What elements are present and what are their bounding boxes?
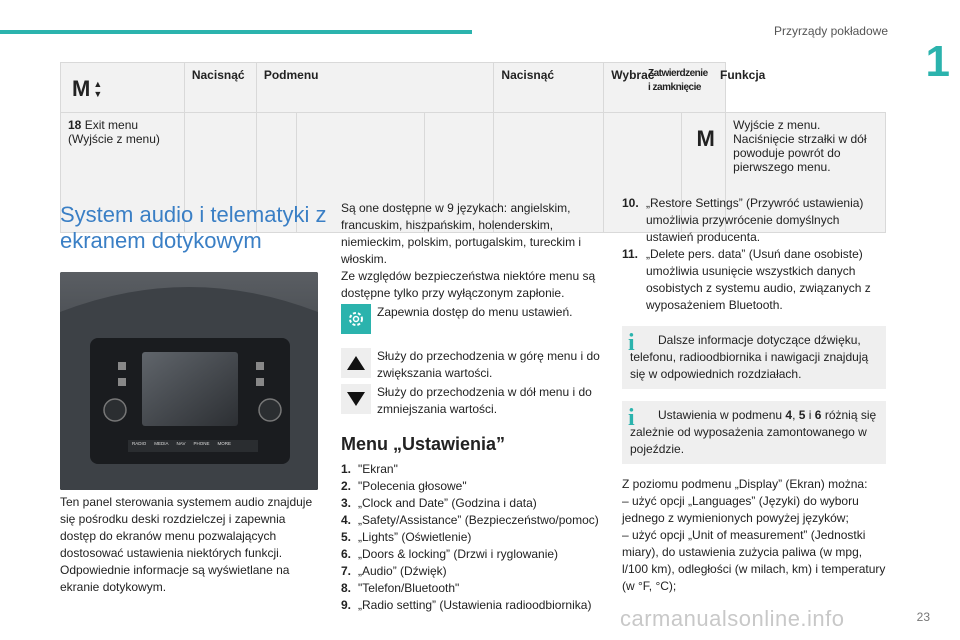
list-item [341, 546, 606, 563]
info2-post: różnią się zależnie od wyposażenia zamontowanego w pojeździe. [630, 408, 877, 456]
header-select: Wybrać [604, 63, 726, 113]
header-confirm-line1: Zatwierdzenie [648, 68, 708, 79]
item-text: „Delete pers. data” (Usuń dane osobiste) umożliwia usunięcie wszystkich danych osobistych z systemu audio, związanych z wyposażeniem Bluetooth. [646, 247, 871, 312]
up-icon-desc: Służy do przechodzenia w górę menu i do zwiększania wartości. [377, 349, 600, 380]
item-number: 7. [341, 564, 352, 578]
info2-sep1: , [792, 408, 799, 422]
item-text: "Polecenia głosowe" [358, 479, 467, 493]
item-number: 10. [622, 196, 639, 210]
list-item [341, 529, 606, 546]
intro-paragraph-1: Ten panel sterowania systemem audio znajduje się pośrodku deski rozdzielczej i zapewnia dostęp do ekranów menu pozwalających dostosować ustawienia niektórych funkcji. [60, 495, 313, 560]
item-text: „Radio setting” (Ustawienia radioodbiornika) [358, 598, 592, 612]
item-number: 11. [622, 247, 639, 261]
list-item [622, 246, 886, 314]
settings-menu-list [341, 461, 606, 614]
item-text: „Lights” (Oświetlenie) [358, 530, 472, 544]
watermark: carmanualsonline.info [620, 606, 845, 631]
item-number: 2. [341, 479, 352, 493]
item-text: „Doors & locking” (Drzwi i ryglowanie) [358, 547, 559, 561]
m-key-icon [72, 76, 102, 102]
list-item [341, 478, 606, 495]
header-key-cell [61, 63, 185, 113]
item-number: 8. [341, 581, 352, 595]
item-text: „Clock and Date” (Godzina i data) [358, 496, 537, 510]
item-text: „Audio” (Dźwięk) [358, 564, 447, 578]
panel-button-row [132, 441, 231, 446]
header-press-1: Nacisnąć [184, 63, 256, 113]
row-label: Exit menu (Wyjście z menu) [68, 118, 160, 146]
audio-panel-photo [60, 272, 318, 490]
section-header-title: Przyrządy pokładowe [773, 24, 888, 38]
up-icon-row [341, 348, 606, 382]
info-box-2 [622, 401, 886, 464]
up-down-arrows-icon: ▲ ▼ [93, 79, 103, 99]
row-number: 18 [68, 118, 82, 132]
list-item [341, 563, 606, 580]
row-function: Wyjście z menu. Naciśnięcie strzałki w dół powoduje powrót do pierwszego menu. [726, 113, 886, 233]
item-text: "Ekran" [358, 462, 398, 476]
list-item [341, 495, 606, 512]
info-text-2 [630, 407, 878, 458]
info-box-1 [622, 326, 886, 389]
safety-paragraph: Ze względów bezpieczeństwa niektóre menu są dostępne tylko przy wyłączonym zapłonie. [341, 269, 596, 300]
item-number: 6. [341, 547, 352, 561]
header-function: Funkcja [720, 68, 766, 82]
down-icon-desc: Służy do przechodzenia w dół menu i do zmniejszania wartości. [377, 385, 592, 416]
settings-gear-icon [341, 304, 371, 334]
panel-button-nav: NAV [176, 441, 186, 446]
list-item [622, 195, 886, 246]
header-confirm-line2: i zamknięcie [648, 82, 701, 93]
item-number: 1. [341, 462, 352, 476]
info-icon: i [628, 405, 635, 431]
info-text-1: Dalsze informacje dotyczące dźwięku, telefonu, radioodbiornika i nawigacji znajdują się w odpowiednich rozdziałach. [630, 333, 869, 381]
chapter-number: 1 [925, 37, 950, 86]
down-icon-row [341, 384, 606, 418]
settings-icon-desc: Zapewnia dostęp do menu ustawień. [377, 305, 573, 319]
list-item [341, 597, 606, 614]
audio-panel-image [60, 272, 318, 490]
m-key-label: M [72, 76, 91, 101]
settings-icon-row [341, 304, 606, 334]
panel-button-more: MORE [217, 441, 231, 446]
item-text: „Restore Settings” (Przywróć ustawienia) umożliwia przywrócenie domyślnych ustawień producenta. [646, 196, 864, 244]
item-number: 4. [341, 513, 352, 527]
info2-bold-4: 4 [785, 408, 793, 422]
intro-text [60, 494, 322, 596]
item-text: "Telefon/Bluetooth" [358, 581, 460, 595]
header-submenu: Podmenu [256, 63, 494, 113]
display-option-languages: – użyć opcji „Languages” (Języki) do wyboru jednego z wymienionych powyżej języków; [622, 494, 859, 525]
display-submenu-intro: Z poziomu podmenu „Display” (Ekran) można: [622, 477, 868, 491]
item-number: 3. [341, 496, 352, 510]
header-confirm-label [648, 67, 708, 95]
info2-sep2: i [805, 408, 815, 422]
display-option-units: – użyć opcji „Unit of measurement” (Jednostki miary), do ustawienia zużycia paliwa (w mpg, l/100 km), odległości (w milach, km) i temperatury (w °F, °C); [622, 528, 886, 593]
arrow-down-icon [341, 384, 371, 414]
info2-bold-6: 6 [814, 408, 822, 422]
list-item [341, 512, 606, 529]
languages-paragraph: Są one dostępne w 9 językach: angielskim, francuskim, hiszpańskim, holenderskim, niemieckim, polskim, portugalskim, tureckim i włoskim. [341, 201, 582, 266]
info-icon: i [628, 330, 635, 356]
column-2 [341, 200, 606, 614]
list-item [341, 461, 606, 478]
info2-bold-5: 5 [798, 408, 806, 422]
section-title: System audio i telematyki z ekranem dotykowym [60, 202, 327, 253]
item-number: 5. [341, 530, 352, 544]
panel-button-phone: PHONE [193, 441, 210, 446]
panel-button-radio: RADIO [132, 441, 147, 446]
column-3 [622, 195, 886, 595]
panel-button-media: MEDIA [154, 441, 169, 446]
item-number: 9. [341, 598, 352, 612]
info2-pre: Ustawienia w podmenu [658, 408, 786, 422]
header-press-2: Nacisnąć [494, 63, 604, 113]
m-key-icon: M [696, 126, 715, 151]
settings-menu-heading: Menu „Ustawienia” [341, 434, 506, 454]
list-item [341, 580, 606, 597]
page-number: 23 [916, 610, 930, 624]
item-text: „Safety/Assistance” (Bezpieczeństwo/pomoc) [358, 513, 599, 527]
arrow-up-icon [341, 348, 371, 378]
settings-menu-list-continued [622, 195, 886, 314]
intro-paragraph-2: Odpowiednie informacje są wyświetlane na ekranie dotykowym. [60, 563, 290, 594]
header-accent-bar [0, 30, 472, 34]
